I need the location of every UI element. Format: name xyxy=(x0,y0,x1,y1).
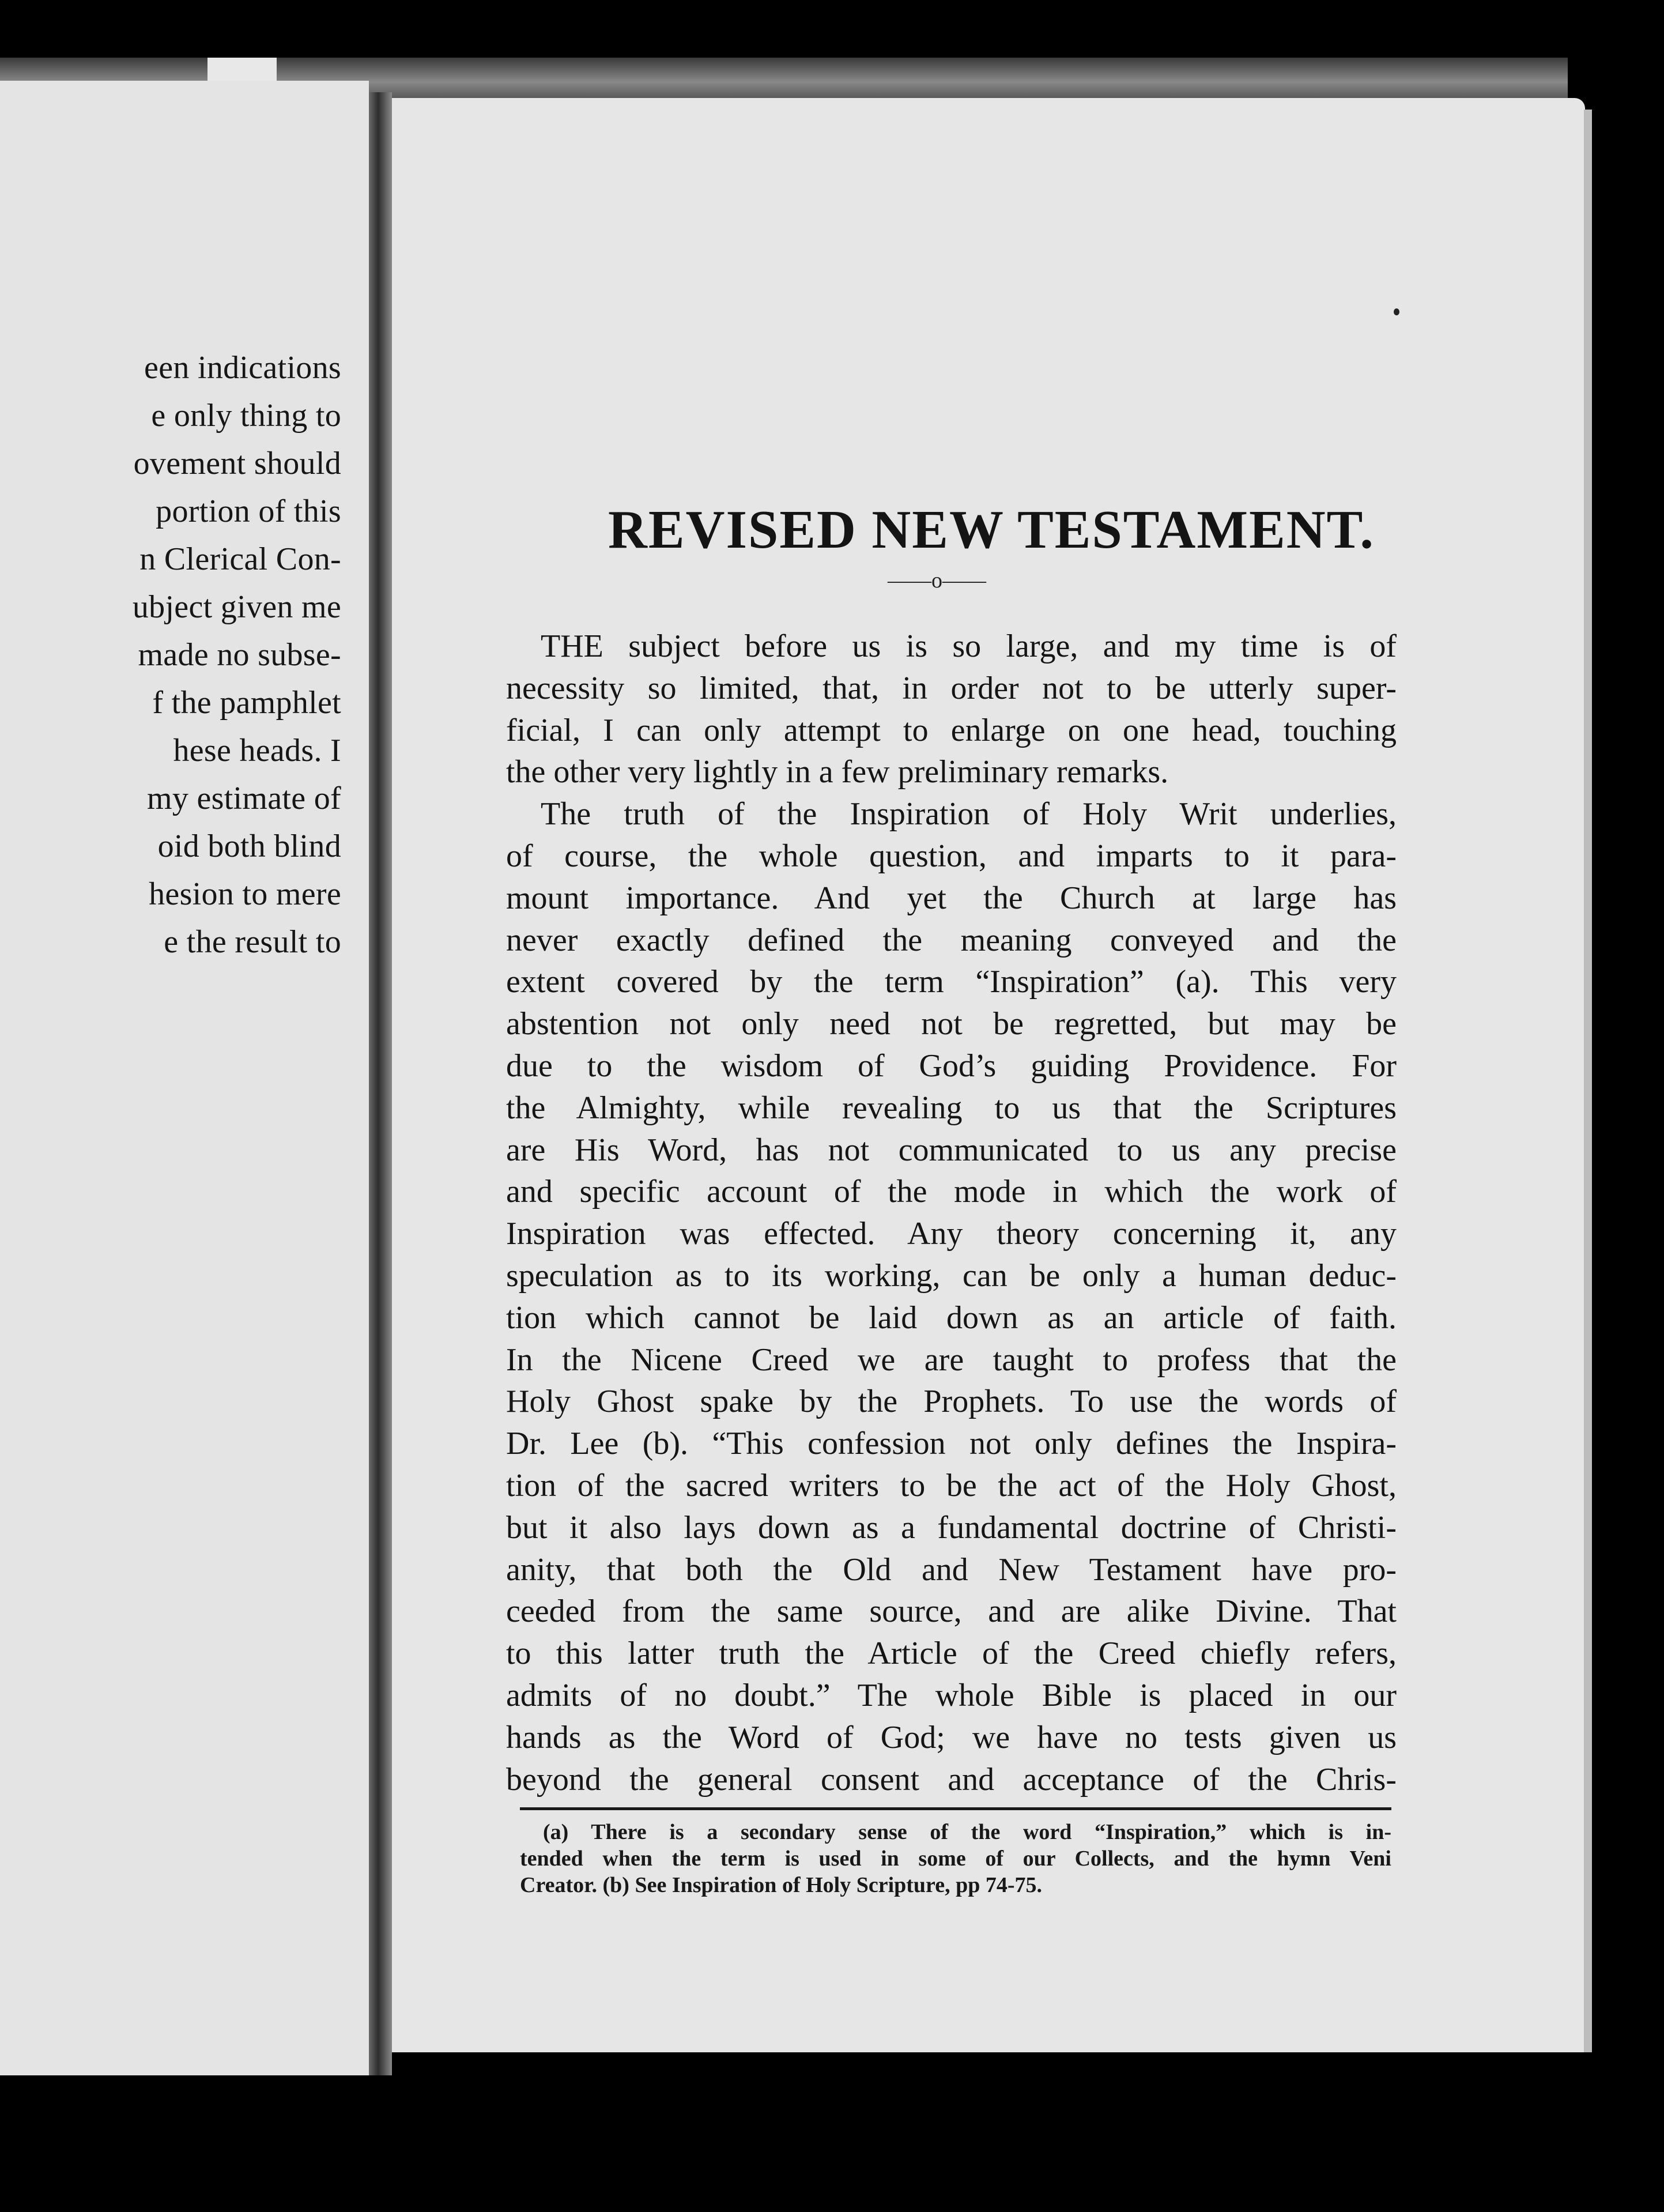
footnote-line: Creator. (b) See Inspiration of Holy Scripture, pp 74-75. xyxy=(520,1873,1043,1897)
body-line: tion which cannot be laid down as an article of faith. xyxy=(506,1299,1397,1336)
left-page-line: e the result to xyxy=(164,924,341,960)
body-line: the other very lightly in a few preliminary remarks. xyxy=(506,754,1169,790)
footnote-rule xyxy=(520,1807,1391,1810)
left-page-line: hesion to mere xyxy=(149,876,341,912)
body-line: admits of no doubt.” The whole Bible is placed in our xyxy=(506,1677,1397,1713)
body-line: Holy Ghost spake by the Prophets. To use the words of xyxy=(506,1384,1397,1420)
title-ornament: ——o—— xyxy=(888,568,986,593)
body-line: hands as the Word of God; we have no tests given us xyxy=(506,1719,1397,1755)
body-line: necessity so limited, that, in order not to be utterly super- xyxy=(506,670,1397,706)
body-line: due to the wisdom of God’s guiding Providence. For xyxy=(506,1047,1397,1084)
left-page-line: ubject given me xyxy=(132,589,341,625)
body-line: In the Nicene Creed we are taught to profess that the xyxy=(506,1341,1397,1378)
left-page-line: hese heads. I xyxy=(173,733,341,768)
body-line: and specific account of the mode in which the work of xyxy=(506,1174,1397,1210)
left-page-line: made no subse- xyxy=(138,637,341,673)
left-page-line: oid both blind xyxy=(157,828,341,864)
left-page-line: n Clerical Con- xyxy=(139,541,341,577)
body-line: Dr. Lee (b). “This confession not only defines the Inspira- xyxy=(506,1426,1397,1462)
page-edge xyxy=(1584,110,1592,2052)
body-line: The truth of the Inspiration of Holy Writ underlies, xyxy=(541,796,1397,832)
footnote-line: tended when the term is used in some of our Collects, and the hymn Veni xyxy=(520,1847,1391,1871)
left-page-line: portion of this xyxy=(156,493,341,529)
body-line: are His Word, has not communicated to us any precise xyxy=(506,1132,1397,1168)
left-page xyxy=(0,81,369,2075)
body-text xyxy=(506,625,1397,1800)
body-line: ficial, I can only attempt to enlarge on one head, touching xyxy=(506,712,1397,748)
left-page-line: my estimate of xyxy=(146,781,341,816)
body-line: THE subject before us is so large, and my time is of xyxy=(541,628,1397,664)
body-line: never exactly defined the meaning conveyed and the xyxy=(506,922,1397,958)
body-line: Inspiration was effected. Any theory concerning it, any xyxy=(506,1216,1397,1252)
body-line: of course, the whole question, and imparts to it para- xyxy=(506,838,1397,874)
body-line: ceeded from the same source, and are alike Divine. That xyxy=(506,1593,1397,1630)
body-line: to this latter truth the Article of the Creed chiefly refers, xyxy=(506,1636,1397,1672)
left-page-line: f the pamphlet xyxy=(152,685,341,721)
body-line: speculation as to its working, can be only a human deduc- xyxy=(506,1257,1397,1294)
footnote-line: (a) There is a secondary sense of the word “Inspiration,” which is in- xyxy=(543,1820,1391,1844)
book-gutter xyxy=(369,92,392,2075)
page-title: REVISED NEW TESTAMENT. xyxy=(608,500,1375,560)
body-line: the Almighty, while revealing to us that the Scriptures xyxy=(506,1090,1397,1126)
left-page-line: ovement should xyxy=(133,446,341,481)
left-page-line: een indications xyxy=(144,350,341,386)
body-line: tion of the sacred writers to be the act of the Holy Ghost, xyxy=(506,1467,1397,1503)
body-line: beyond the general consent and acceptance of the Chris- xyxy=(506,1761,1397,1798)
left-page-line: e only thing to xyxy=(151,398,341,434)
ink-speck xyxy=(1394,308,1399,315)
footnotes xyxy=(520,1819,1391,1898)
body-line: mount importance. And yet the Church at large has xyxy=(506,880,1397,916)
body-line: extent covered by the term “Inspiration” (a). This very xyxy=(506,964,1397,1000)
body-line: but it also lays down as a fundamental doctrine of Christi- xyxy=(506,1509,1397,1546)
body-line: abstention not only need not be regretted, but may be xyxy=(506,1006,1397,1042)
body-line: anity, that both the Old and New Testament have pro- xyxy=(506,1551,1397,1588)
